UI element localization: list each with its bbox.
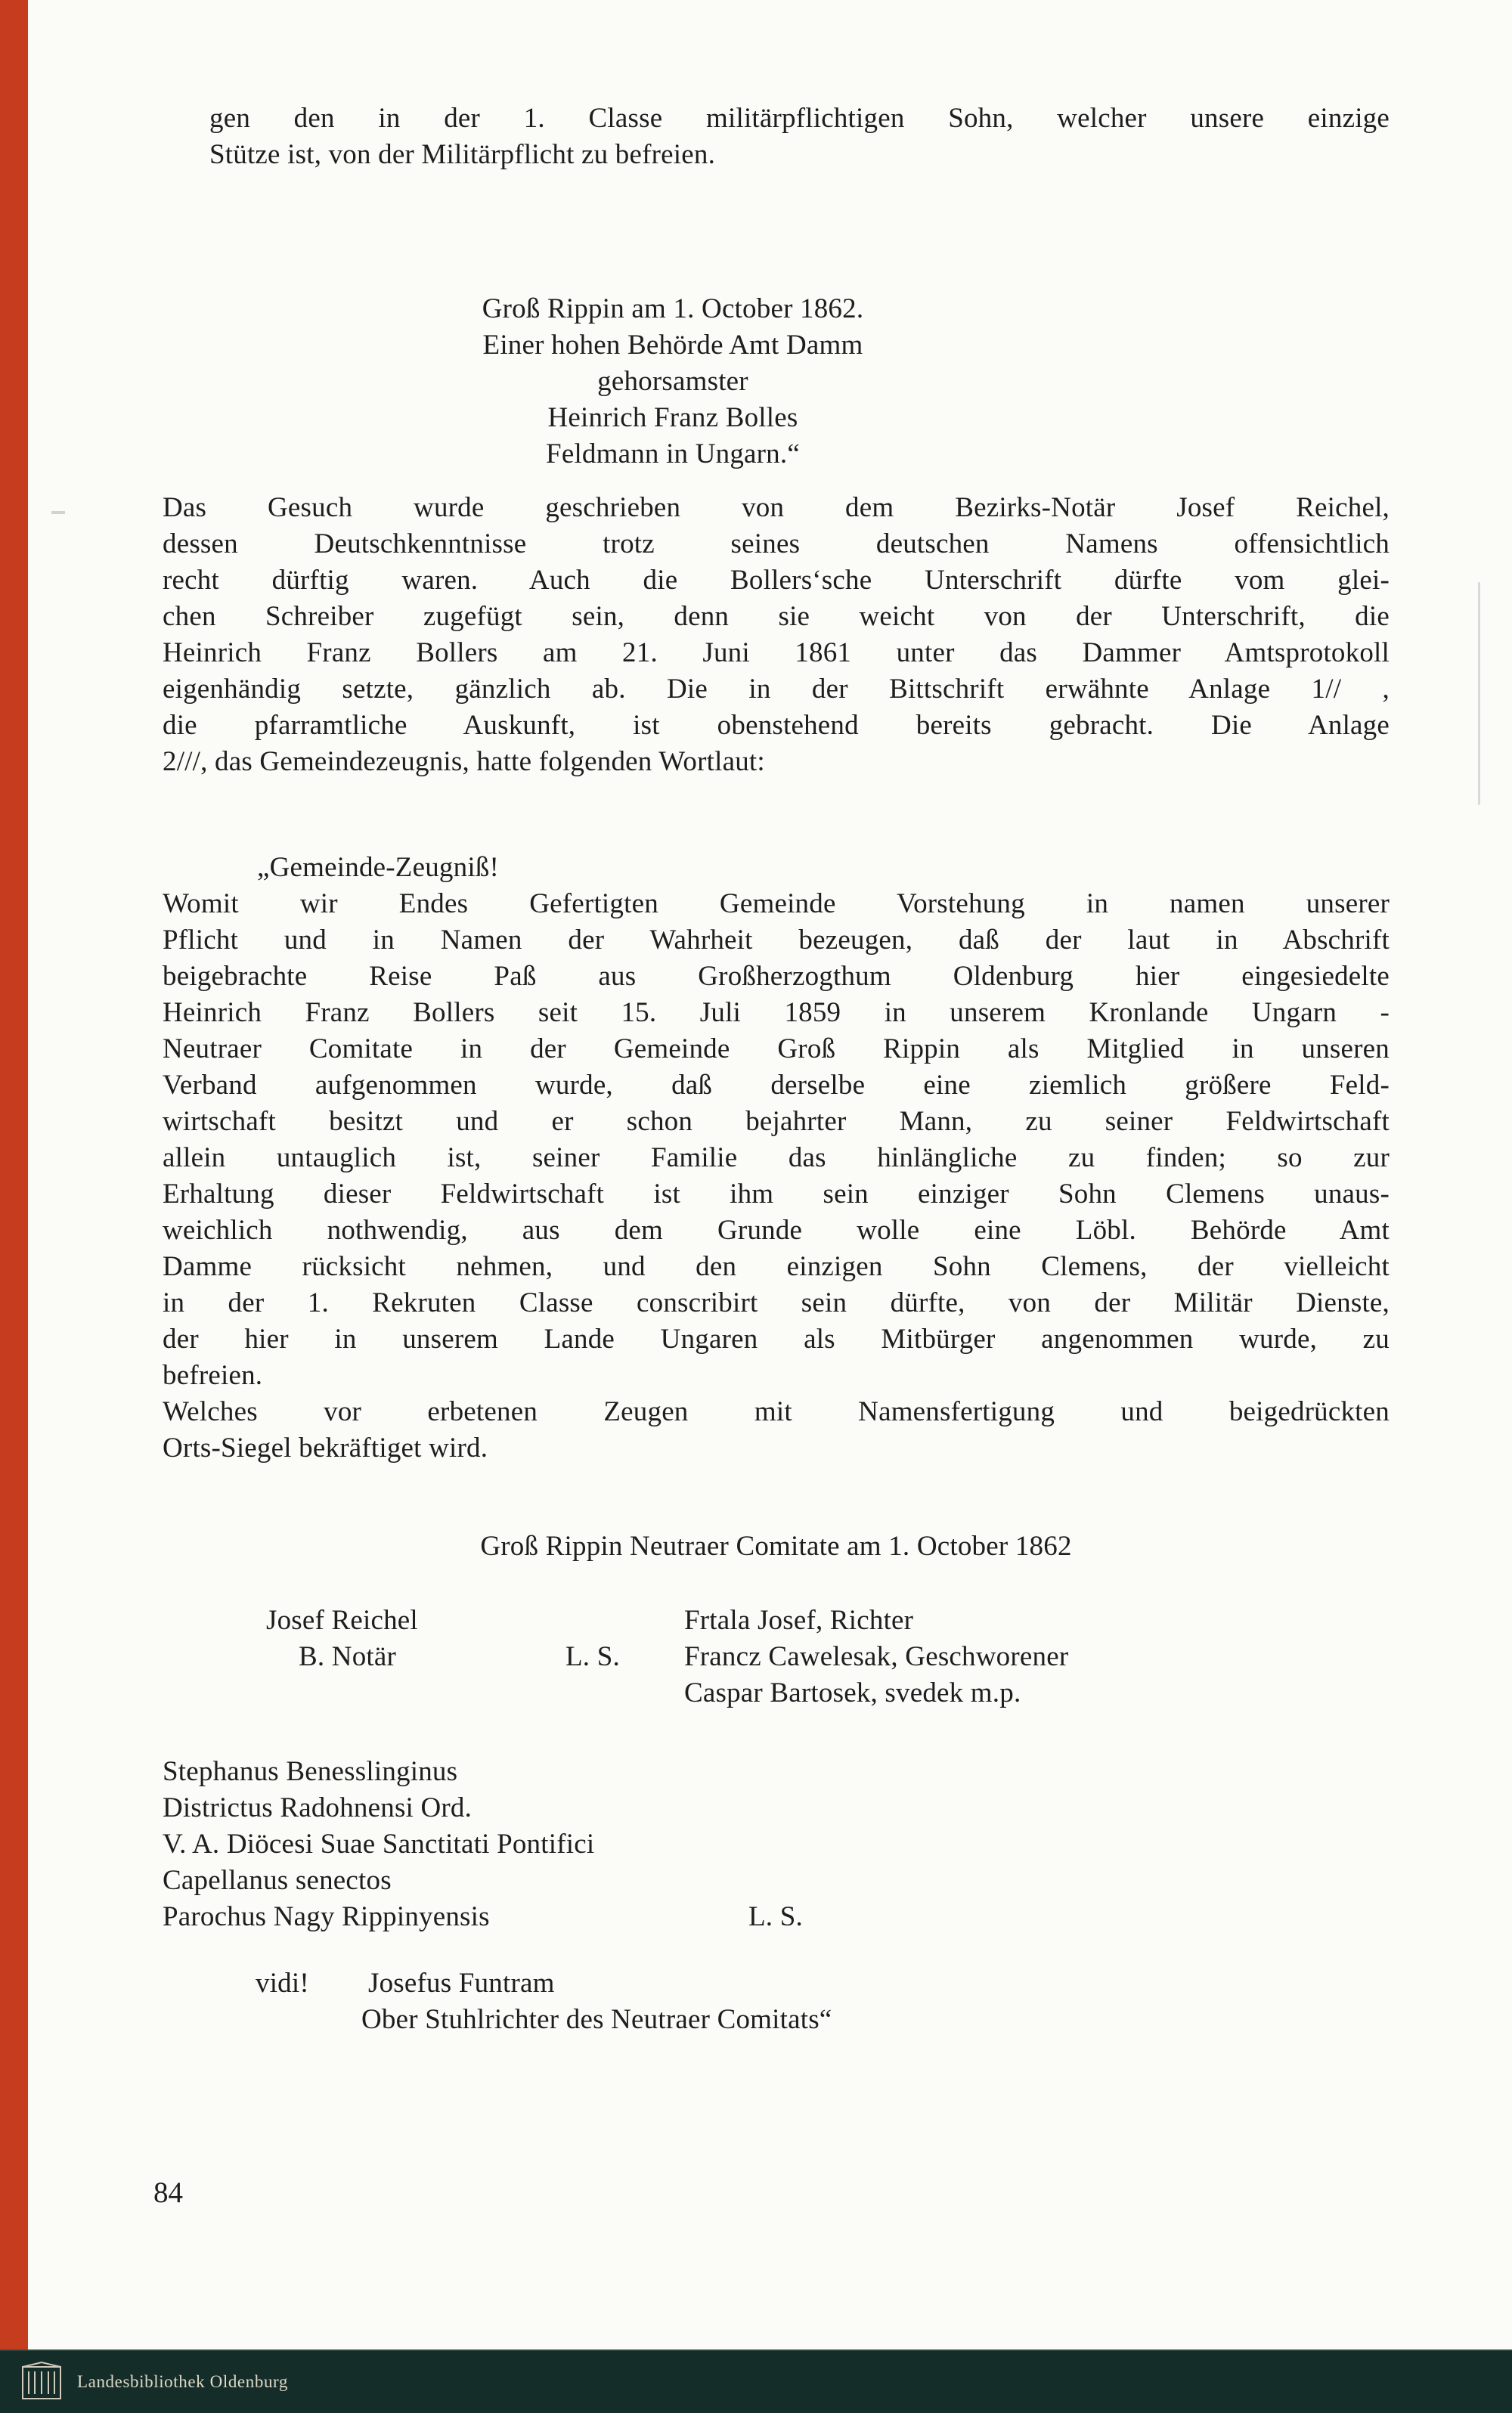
seal-abbreviation: L. S. [565, 1641, 620, 1672]
seal-abbreviation: L. S. [748, 1901, 803, 1932]
vidi-line [163, 1965, 1390, 2002]
text-line: wirtschaft besitzt und er schon bejahrter Mann, zu seiner Feldwirtschaft [163, 1106, 1390, 1137]
library-footer-bar [0, 2350, 1512, 2413]
text-line: beigebrachte Reise Paß aus Großherzogthum Oldenburg hier eingesiedelte [163, 961, 1390, 992]
petition-dateline-block [163, 291, 1183, 472]
vidi-endorsement-block [163, 1965, 1390, 2038]
text-line: allein untauglich ist, seiner Familie das hinlängliche zu finden; so zur [163, 1142, 1390, 1173]
text-line: Erhaltung dieser Feldwirtschaft ist ihm sein einziger Sohn Clemens unaus- [163, 1179, 1390, 1210]
zeugnis-heading: „Gemeinde-Zeugniß! [257, 852, 500, 883]
cleric-title: Parochus Nagy Rippinyensis [163, 1901, 490, 1932]
witness-name: Francz Cawelesak, Geschworener [684, 1641, 1069, 1672]
petition-closing-paragraph [163, 101, 1390, 173]
text-line: dessen Deutschkenntnisse trotz seines deutschen Namens offensichtlich [163, 528, 1390, 559]
text-line: Das Gesuch wurde geschrieben von dem Bezirks-Notär Josef Reichel, [163, 492, 1390, 523]
text-line: Damme rücksicht nehmen, und den einzigen Sohn Clemens, der vielleicht [163, 1251, 1390, 1282]
library-name-label: Landesbibliothek Oldenburg [77, 2372, 288, 2391]
text-line: die pfarramtliche Auskunft, ist obenstehend bereits gebracht. Die Anlage [163, 710, 1390, 741]
witness-name: Frtala Josef, Richter [684, 1605, 914, 1636]
text-line: chen Schreiber zugefügt sein, denn sie weicht von der Unterschrift, die [163, 601, 1390, 632]
vidi-title: Ober Stuhlrichter des Neutraer Comitats“ [361, 2004, 832, 2035]
cleric-line: Stephanus Benesslinginus [163, 1756, 458, 1787]
text-line: Heinrich Franz Bollers am 21. Juni 1861 unter das Dammer Amtsprotokoll [163, 637, 1390, 668]
text-line: weichlich nothwendig, aus dem Grunde wolle eine Löbl. Behörde Amt [163, 1215, 1390, 1246]
vidi-line [163, 2002, 1390, 2038]
text-line: Verband aufgenommen wurde, daß derselbe eine ziemlich größere Feld- [163, 1070, 1390, 1101]
text-line: Stütze ist, von der Militärpflicht zu befreien. [209, 139, 716, 170]
page-text-block [163, 0, 1390, 2038]
notary-title: B. Notär [299, 1641, 397, 1672]
commentary-paragraph [163, 490, 1390, 780]
signature-row [163, 1639, 1390, 1675]
text-line: gen den in der 1. Classe militärpflichtigen Sohn, welcher unsere einzige [209, 103, 1390, 134]
dateline-place-date: Groß Rippin am 1. October 1862. [482, 293, 864, 324]
cleric-line: Districtus Radohnensi Ord. [163, 1792, 472, 1823]
vidi-label: vidi! [256, 1968, 309, 1999]
dateline-addressee: Einer hohen Behörde Amt Damm [482, 330, 863, 361]
dateline-signer-role: Feldmann in Ungarn.“ [546, 438, 800, 469]
text-line: Pflicht und in Namen der Wahrheit bezeugen, daß der laut in Abschrift [163, 925, 1390, 956]
scan-artifact-line [1478, 582, 1480, 805]
cleric-line [163, 1899, 1390, 1935]
zeugnis-place-date-line: Groß Rippin Neutraer Comitate am 1. October 1862 [480, 1531, 1072, 1562]
cleric-attestation-block [163, 1754, 1390, 1935]
text-line: Heinrich Franz Bollers seit 15. Juli 1859 in unserem Kronlande Ungarn - [163, 997, 1390, 1028]
text-line: eigenhändig setzte, gänzlich ab. Die in der Bittschrift erwähnte Anlage 1// , [163, 674, 1390, 705]
signature-block [163, 1603, 1390, 1711]
text-line: Orts-Siegel bekräftiget wird. [163, 1433, 488, 1464]
library-crest-icon [20, 2361, 64, 2403]
text-line: Womit wir Endes Gefertigten Gemeinde Vorstehung in namen unserer [163, 888, 1390, 919]
zeugnis-closing-paragraph [163, 1394, 1390, 1467]
text-line: befreien. [163, 1360, 263, 1391]
dateline-signer-name: Heinrich Franz Bolles [547, 402, 798, 433]
text-line: Welches vor erbetenen Zeugen mit Namensfertigung und beigedrückten [163, 1396, 1390, 1427]
scan-artifact-mark [51, 511, 65, 514]
signature-row [163, 1675, 1390, 1711]
signature-row [163, 1603, 1390, 1639]
left-edge-color-stripe [0, 0, 28, 2413]
cleric-line: V. A. Diöcesi Suae Sanctitati Pontifici [163, 1829, 595, 1860]
text-line: der hier in unserem Lande Ungaren als Mitbürger angenommen wurde, zu [163, 1324, 1390, 1355]
text-line: 2///, das Gemeindezeugnis, hatte folgenden Wortlaut: [163, 746, 765, 777]
cleric-line: Capellanus senectos [163, 1865, 392, 1896]
text-line: recht dürftig waren. Auch die Bollers‘sche Unterschrift dürfte vom glei- [163, 565, 1390, 596]
text-line: in der 1. Rekruten Classe conscribirt sein dürfte, von der Militär Dienste, [163, 1287, 1390, 1318]
zeugnis-body-paragraph [163, 886, 1390, 1394]
notary-name: Josef Reichel [266, 1605, 418, 1636]
vidi-name: Josefus Funtram [368, 1968, 555, 1999]
witness-name: Caspar Bartosek, svedek m.p. [684, 1677, 1021, 1708]
dateline-salutation: gehorsamster [597, 366, 748, 397]
page-number: 84 [153, 2176, 183, 2209]
text-line: Neutraer Comitate in der Gemeinde Groß Rippin als Mitglied in unseren [163, 1033, 1390, 1064]
